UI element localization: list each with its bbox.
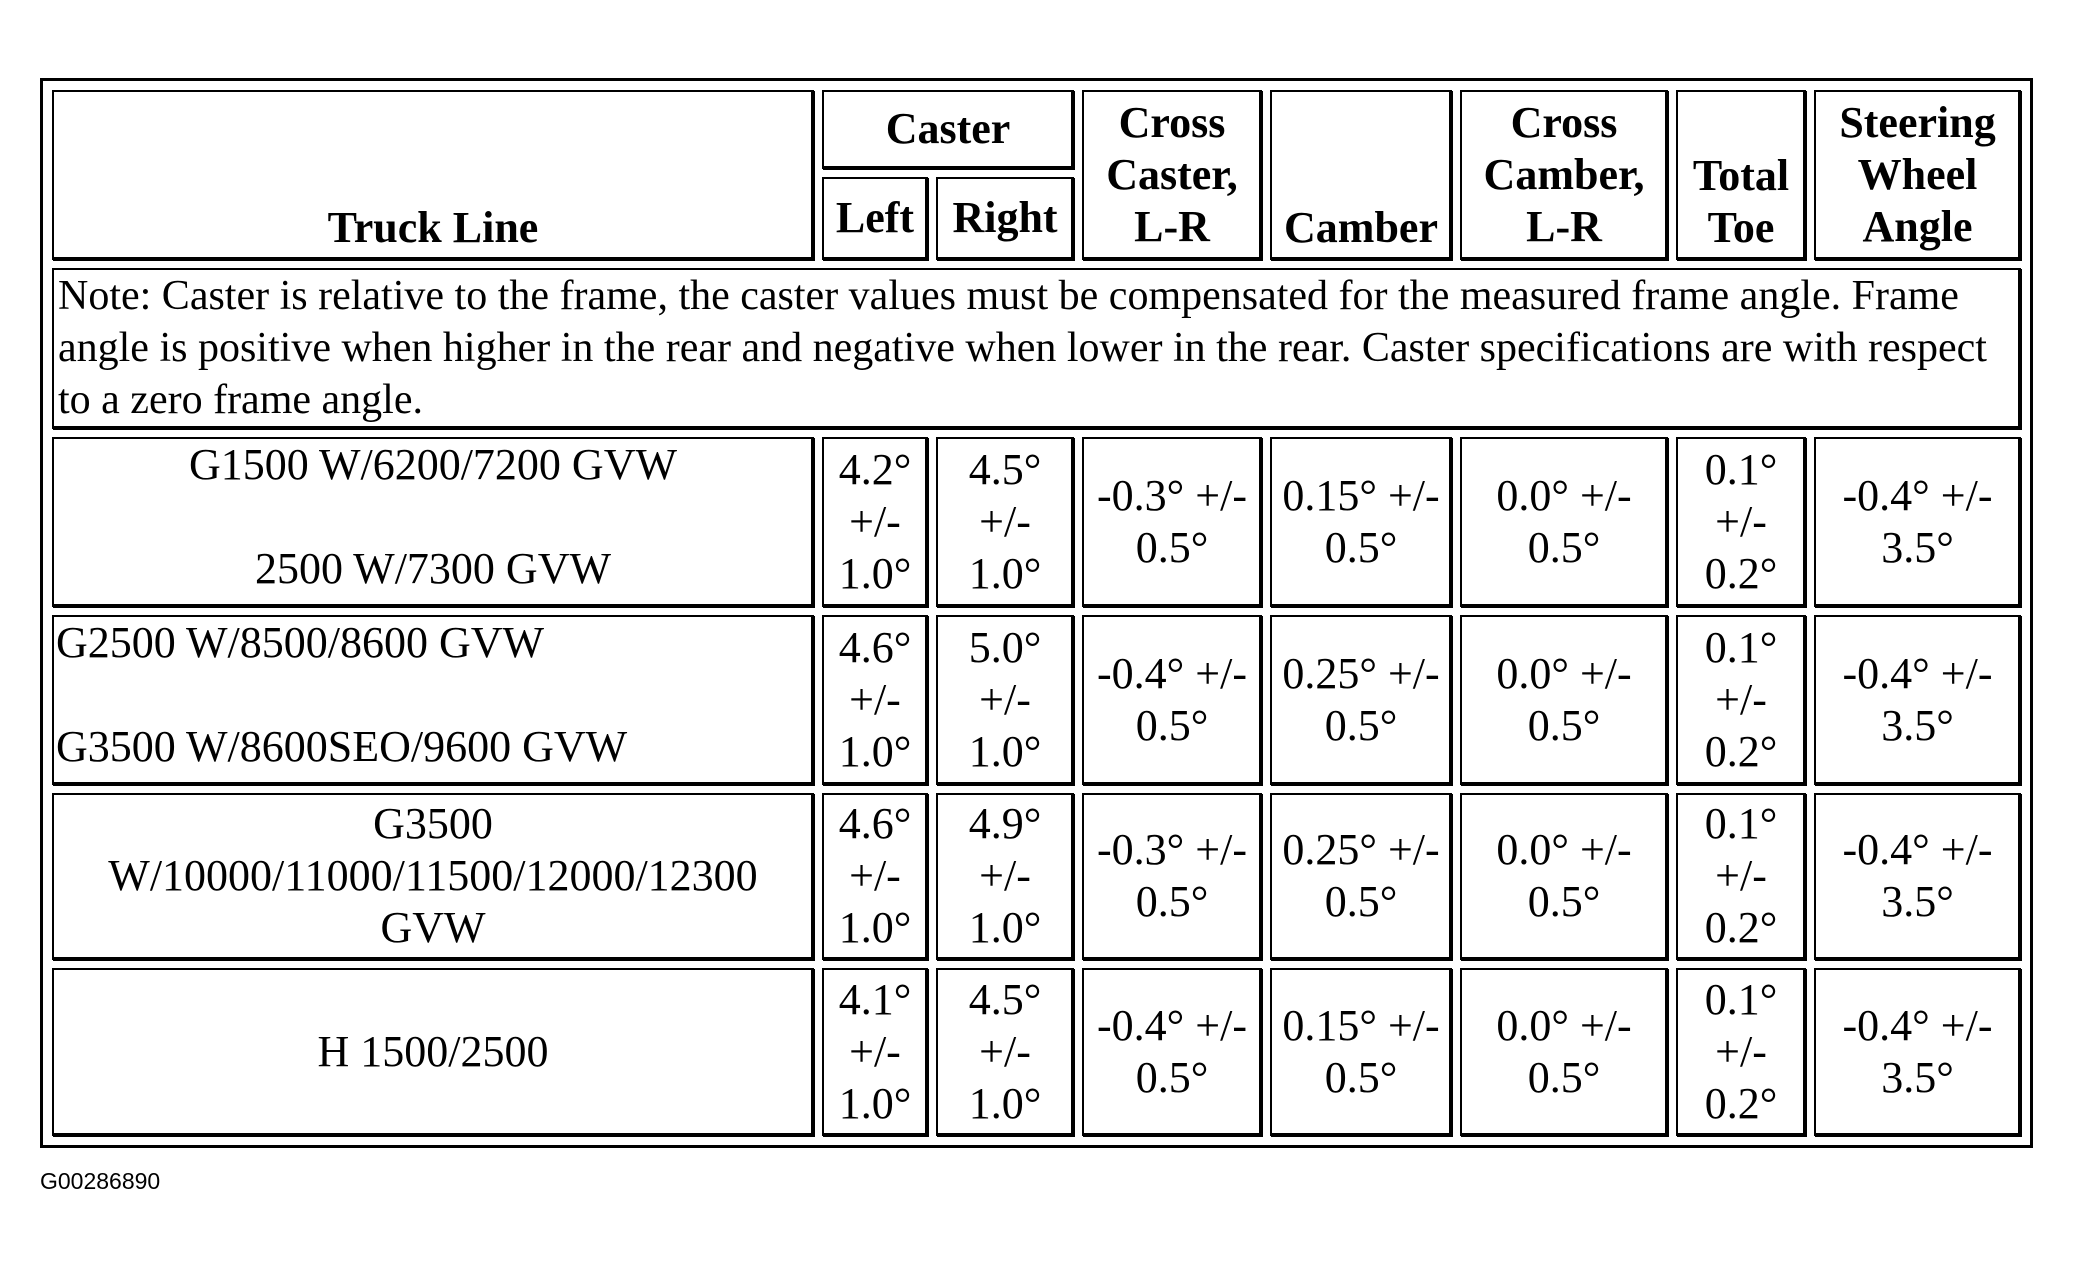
steering-wheel-angle-value: -0.4° +/- 3.5° xyxy=(1814,437,2021,607)
header-steering-wheel-angle: Steering Wheel Angle xyxy=(1814,90,2021,260)
camber-value: 0.15° +/- 0.5° xyxy=(1270,437,1452,607)
header-caster-left: Left xyxy=(822,177,928,260)
header-camber: Camber xyxy=(1270,90,1452,260)
header-caster: Caster xyxy=(822,90,1074,169)
truck-line-cell xyxy=(52,615,814,785)
truck-line-secondary: G3500 W/8600SEO/9600 GVW xyxy=(56,721,628,771)
total-toe-value: 0.1° +/- 0.2° xyxy=(1676,615,1806,785)
truck-line-cell: H 1500/2500 xyxy=(52,968,814,1136)
caster-right-value: 4.5° +/- 1.0° xyxy=(936,968,1074,1136)
truck-line-secondary: 2500 W/7300 GVW xyxy=(254,544,612,594)
header-cross-caster: Cross Caster, L-R xyxy=(1082,90,1262,260)
caster-note: Note: Caster is relative to the frame, the caster values must be compensated for the measured frame angle. Frame angle is positive when higher in the rear and negative when lower in the rear. Caster specifications are with respect to a zero frame angle. xyxy=(52,268,2021,430)
cross-camber-value: 0.0° +/- 0.5° xyxy=(1460,968,1668,1136)
table-row xyxy=(52,968,2021,1136)
steering-wheel-angle-value: -0.4° +/- 3.5° xyxy=(1814,793,2021,961)
steering-wheel-angle-value: -0.4° +/- 3.5° xyxy=(1814,968,2021,1136)
truck-line-primary: G1500 W/6200/7200 GVW xyxy=(188,440,678,490)
caster-left-value: 4.6° +/- 1.0° xyxy=(822,793,928,961)
cross-caster-value: -0.4° +/- 0.5° xyxy=(1082,968,1262,1136)
truck-line-primary: G2500 W/8500/8600 GVW xyxy=(56,617,545,667)
caster-left-value: 4.6° +/- 1.0° xyxy=(822,615,928,785)
header-caster-right: Right xyxy=(936,177,1074,260)
table-row xyxy=(52,615,2021,785)
figure-id: G00286890 xyxy=(40,1168,161,1194)
caster-right-value: 4.9° +/- 1.0° xyxy=(936,793,1074,961)
total-toe-value: 0.1° +/- 0.2° xyxy=(1676,793,1806,961)
header-truck-line: Truck Line xyxy=(52,90,814,260)
truck-line-cell xyxy=(52,437,814,607)
cross-caster-value: -0.4° +/- 0.5° xyxy=(1082,615,1262,785)
camber-value: 0.25° +/- 0.5° xyxy=(1270,793,1452,961)
header-total-toe: Total Toe xyxy=(1676,90,1806,260)
cross-caster-value: -0.3° +/- 0.5° xyxy=(1082,437,1262,607)
alignment-spec-table xyxy=(44,82,2029,1144)
caster-right-value: 4.5° +/- 1.0° xyxy=(936,437,1074,607)
cross-camber-value: 0.0° +/- 0.5° xyxy=(1460,793,1668,961)
camber-value: 0.15° +/- 0.5° xyxy=(1270,968,1452,1136)
caster-left-value: 4.1° +/- 1.0° xyxy=(822,968,928,1136)
cross-camber-value: 0.0° +/- 0.5° xyxy=(1460,615,1668,785)
cross-caster-value: -0.3° +/- 0.5° xyxy=(1082,793,1262,961)
table-row xyxy=(52,793,2021,961)
cross-camber-value: 0.0° +/- 0.5° xyxy=(1460,437,1668,607)
caster-right-value: 5.0° +/- 1.0° xyxy=(936,615,1074,785)
steering-wheel-angle-value: -0.4° +/- 3.5° xyxy=(1814,615,2021,785)
total-toe-value: 0.1° +/- 0.2° xyxy=(1676,968,1806,1136)
truck-line-cell: G3500 W/10000/11000/11500/12000/12300 GVW xyxy=(52,793,814,961)
total-toe-value: 0.1° +/- 0.2° xyxy=(1676,437,1806,607)
table-row xyxy=(52,437,2021,607)
camber-value: 0.25° +/- 0.5° xyxy=(1270,615,1452,785)
header-cross-camber: Cross Camber, L-R xyxy=(1460,90,1668,260)
caster-left-value: 4.2° +/- 1.0° xyxy=(822,437,928,607)
